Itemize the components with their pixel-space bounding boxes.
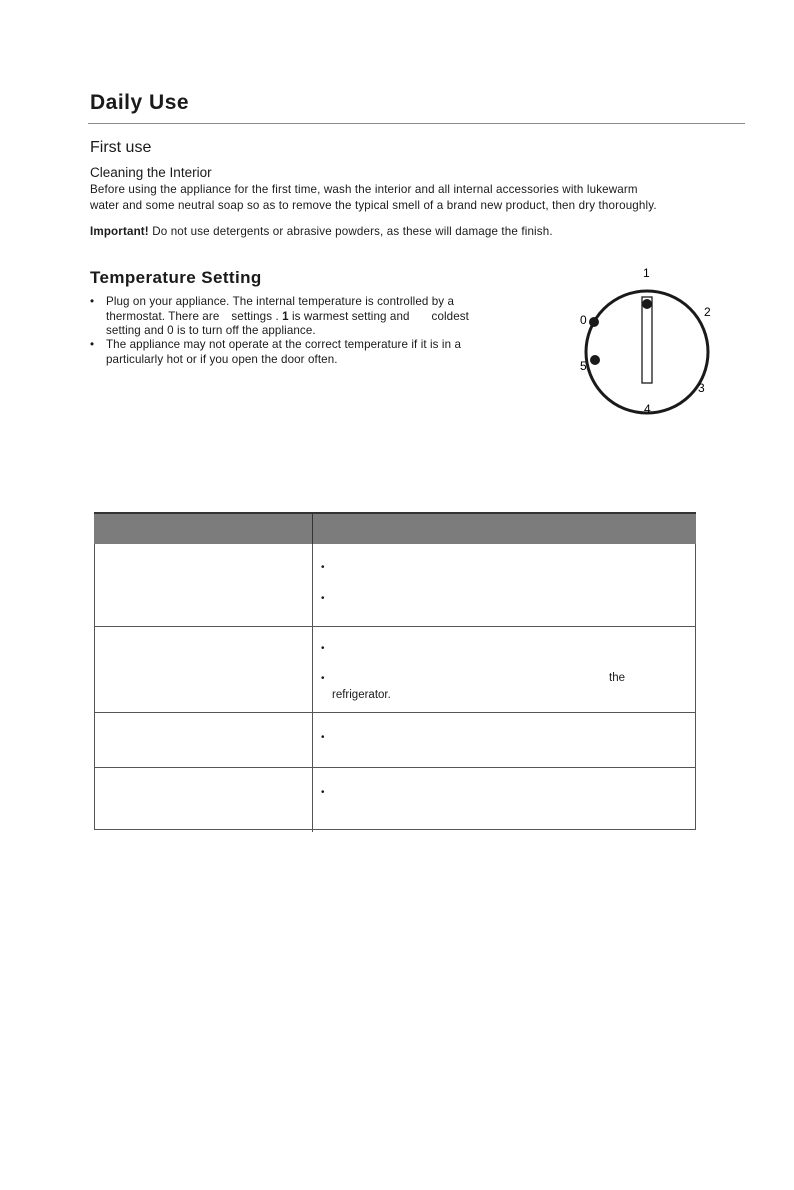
bullet-icon: • xyxy=(90,338,95,351)
bullet1-line2-a: thermostat. There are xyxy=(106,309,220,323)
section-title: Daily Use xyxy=(90,91,190,114)
cleaning-heading: Cleaning the Interior xyxy=(90,165,212,180)
bullet1-line2-e: coldest xyxy=(431,309,469,323)
dial-label-2: 2 xyxy=(704,305,711,319)
table-row-divider xyxy=(94,712,696,713)
dial-marker-5 xyxy=(590,355,600,365)
cleaning-paragraph xyxy=(90,182,750,214)
bullet1-line2 xyxy=(106,310,469,325)
troubleshooting-table xyxy=(94,512,696,830)
bullet-icon: • xyxy=(90,295,95,308)
dial-label-1: 1 xyxy=(643,266,650,280)
dial-label-0: 0 xyxy=(580,313,587,327)
bullet1-line2-d: is warmest setting and xyxy=(292,309,410,323)
table-cell-text: refrigerator. xyxy=(332,689,391,701)
bullet1-line2-c: 1 xyxy=(282,309,289,323)
dial-ring xyxy=(586,291,708,413)
temperature-heading: Temperature Setting xyxy=(90,268,262,287)
table-bullet: • xyxy=(321,643,325,654)
bullet2-line2: particularly hot or if you open the door often. xyxy=(106,352,338,366)
table-row-divider xyxy=(94,767,696,768)
bullet1-line2-b: settings . xyxy=(231,309,279,323)
dial-marker-top xyxy=(642,299,652,309)
title-divider xyxy=(88,123,745,124)
table-bottom-border xyxy=(94,829,696,830)
bullet1-line1: Plug on your appliance. The internal temperature is controlled by a xyxy=(106,295,455,308)
table-header-divider xyxy=(312,514,313,544)
thermostat-dial-illustration xyxy=(570,258,720,423)
dial-label-4: 4 xyxy=(644,402,651,416)
important-note xyxy=(90,225,553,238)
table-bullet: • xyxy=(321,732,325,743)
table-bullet: • xyxy=(321,593,325,604)
dial-knob-bar xyxy=(642,297,652,383)
dial-label-3: 3 xyxy=(698,381,705,395)
table-left-border xyxy=(94,544,95,830)
table-column-divider xyxy=(312,544,313,832)
cleaning-line-1: Before using the appliance for the first time, wash the interior and all internal accessories with lukewarm xyxy=(90,183,638,196)
table-bullet: • xyxy=(321,787,325,798)
table-row-divider xyxy=(94,626,696,627)
table-right-border xyxy=(695,544,696,830)
table-header xyxy=(94,512,696,544)
bullet1-line3: setting and 0 is to turn off the appliance. xyxy=(106,324,316,337)
bullet2-line1: The appliance may not operate at the correct temperature if it is in a xyxy=(106,338,461,351)
important-label: Important! xyxy=(90,225,149,238)
table-bullet: • xyxy=(321,562,325,573)
table-bullet: • xyxy=(321,673,325,684)
important-text: Do not use detergents or abrasive powders, as these will damage the finish. xyxy=(152,225,553,238)
dial-marker-0 xyxy=(589,317,599,327)
dial-label-5: 5 xyxy=(580,359,587,373)
cleaning-line-2: water and some neutral soap so as to remove the typical smell of a brand new product, then dry thoroughly. xyxy=(90,199,657,212)
table-cell-text: the xyxy=(609,672,625,684)
first-use-heading: First use xyxy=(90,139,152,156)
